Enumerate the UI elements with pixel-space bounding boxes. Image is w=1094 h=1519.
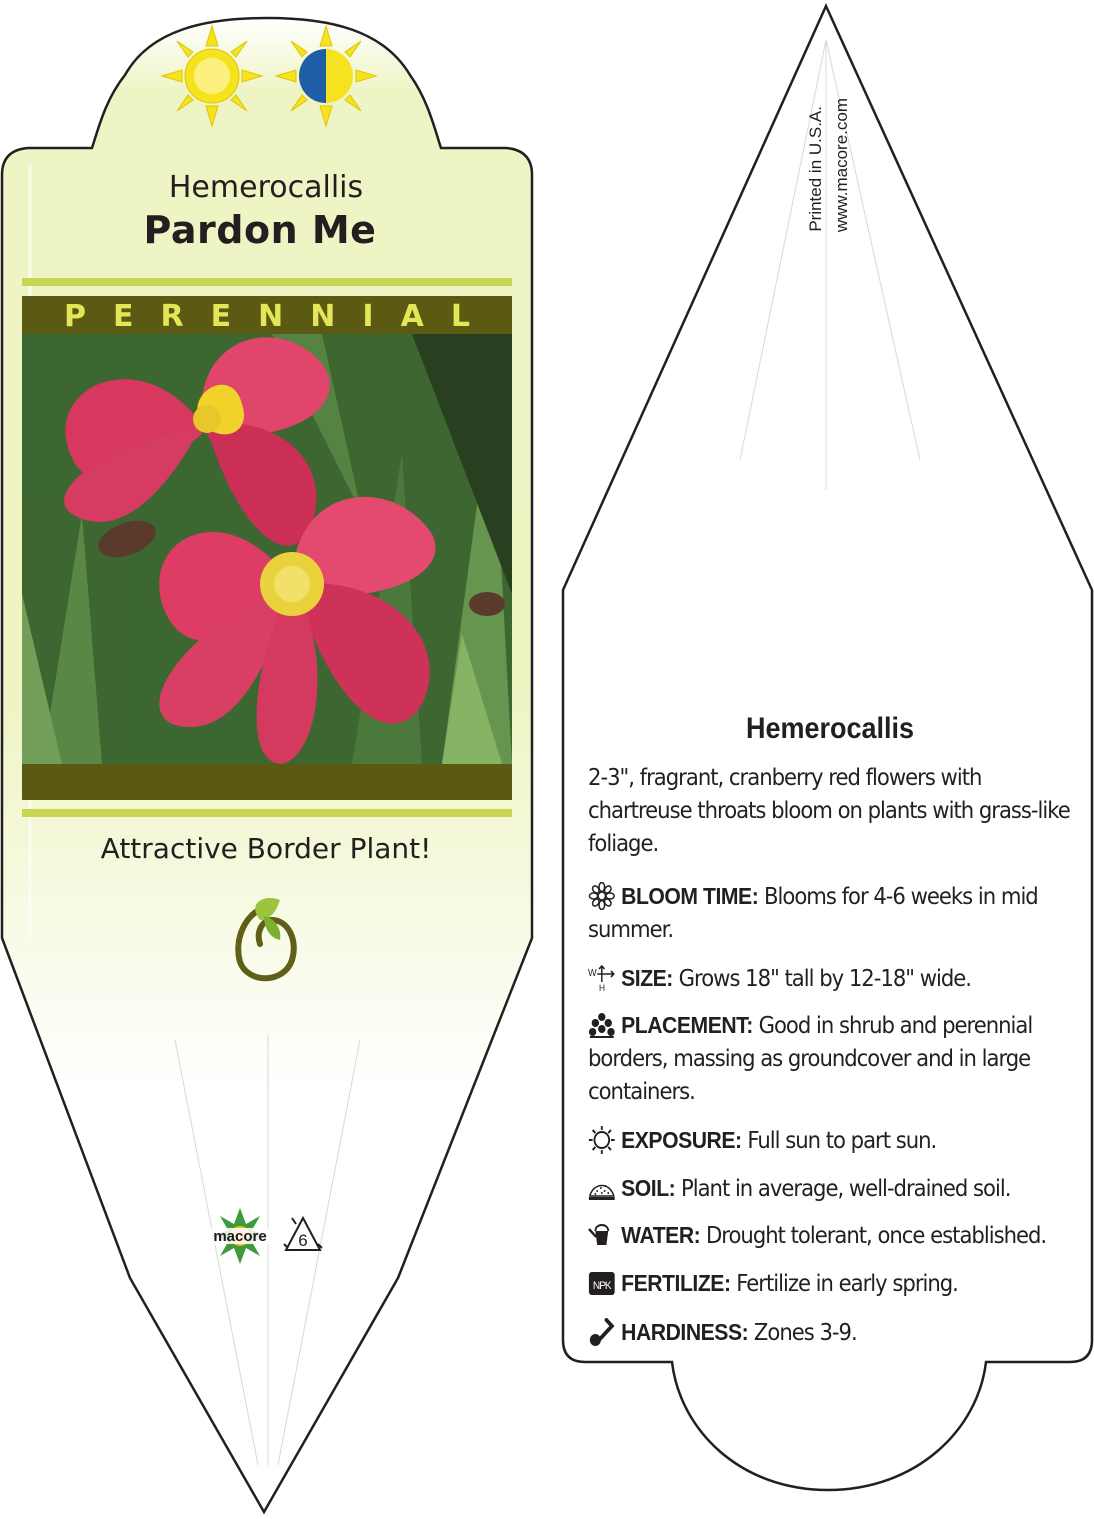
attr-label: WATER: (621, 1222, 701, 1248)
macore-logo (204, 1206, 276, 1266)
printed-in-text: Printed in U.S.A. (806, 106, 825, 232)
attr-placement (588, 1009, 1076, 1109)
attr-label: SIZE: (621, 965, 673, 991)
attr-label: EXPOSURE: (621, 1127, 742, 1153)
category-letter: E (113, 298, 134, 334)
attr-text: Blooms for 4-6 weeks in mid summer. (588, 884, 1038, 943)
size-icon-w: W (588, 967, 596, 980)
watering-can-icon (588, 1221, 616, 1249)
recycle-code: 6 (298, 1231, 308, 1250)
category-letter: L (450, 298, 470, 334)
recycle-icon (282, 1214, 324, 1256)
print-info (804, 62, 864, 232)
genus-title: Hemerocallis (168, 170, 364, 205)
sun-icon (588, 1126, 616, 1154)
plant-photo (22, 334, 512, 764)
attr-label: PLACEMENT: (621, 1012, 753, 1038)
npk-icon-text: NPK (592, 1279, 611, 1293)
description-title: Hemerocallis (745, 712, 915, 745)
soil-icon (588, 1174, 616, 1202)
attr-label: BLOOM TIME: (621, 883, 759, 909)
full-sun-icon (160, 24, 264, 128)
category-letter: N (310, 298, 336, 334)
attr-text: Full sun to part sun. (747, 1128, 937, 1154)
flower-icon (588, 882, 616, 910)
brand-text: macore (213, 1228, 267, 1245)
attr-label: FERTILIZE: (621, 1270, 731, 1296)
tagline: Attractive Border Plant! (100, 832, 432, 865)
attr-fertilize (588, 1267, 1076, 1301)
thermometer-icon (588, 1318, 616, 1346)
attr-text: Drought tolerant, once established. (705, 1223, 1047, 1249)
attr-exposure (588, 1124, 1076, 1158)
leaf-swirl-logo (226, 892, 308, 988)
attr-water (588, 1219, 1076, 1253)
category-letter: E (210, 298, 232, 334)
npk-icon (588, 1269, 616, 1297)
category-letter: I (362, 298, 374, 334)
attr-bloom-time (588, 880, 1076, 947)
attr-text: Plant in average, well-drained soil. (680, 1176, 1011, 1202)
stripe-top (22, 278, 512, 286)
category-letter: P (64, 298, 86, 334)
size-icon-h: H (599, 982, 604, 992)
photo-band (22, 764, 512, 800)
attr-text: Fertilize in early spring. (736, 1271, 958, 1297)
website-text: www.macore.com (832, 97, 851, 232)
category-letter: A (400, 298, 424, 334)
category-band (22, 296, 512, 336)
attr-text: Grows 18" tall by 12-18" wide. (678, 966, 972, 992)
attr-label: SOIL: (621, 1175, 676, 1201)
attr-soil (588, 1172, 1076, 1206)
attr-size (588, 962, 1076, 996)
size-icon (588, 964, 616, 992)
attr-label: HARDINESS: (621, 1319, 749, 1345)
placement-icon (588, 1011, 616, 1039)
description-text: 2-3", fragrant, cranberry red flowers with chartreuse throats bloom on plants with grass-like foliage. (588, 765, 1070, 857)
attr-text: Good in shrub and perennial borders, massing as groundcover and in large containers. (588, 1013, 1033, 1105)
attr-hardiness (588, 1316, 1076, 1350)
category-letter: N (258, 298, 284, 334)
part-sun-icon (274, 24, 378, 128)
category-letter: R (160, 298, 184, 334)
variety-title: Pardon Me (143, 208, 377, 252)
stripe-bottom (22, 809, 512, 817)
attr-text: Zones 3-9. (753, 1320, 857, 1346)
